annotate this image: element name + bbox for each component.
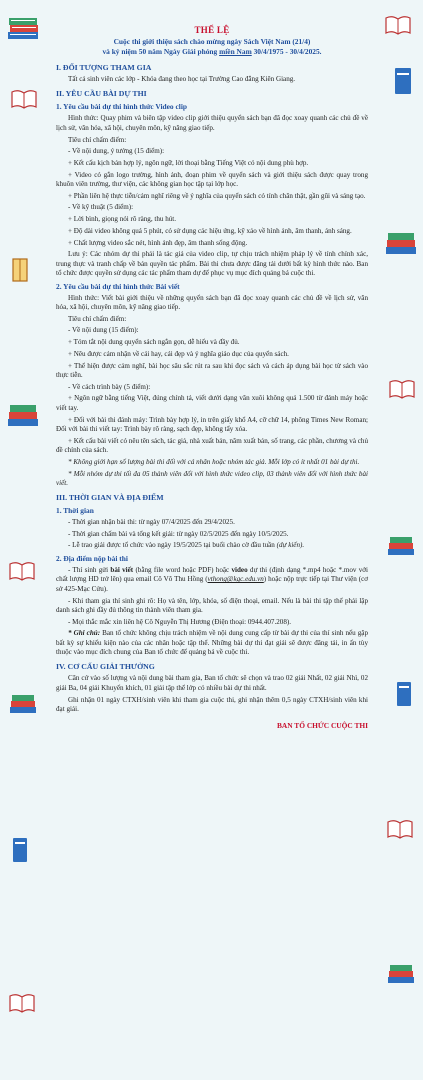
page-title: THỂ LỆ	[194, 25, 230, 35]
subtitle-line-2a: và kỷ niệm 50 năm Ngày Giải phóng	[102, 47, 220, 57]
paragraph: - Về cách trình bày (5 điểm):	[68, 382, 151, 391]
open-book-icon	[386, 818, 414, 840]
paragraph: Tiêu chí chấm điểm:	[68, 135, 127, 144]
rules-document	[56, 0, 368, 1080]
paragraph: - Về kỹ thuật (5 điểm):	[68, 203, 134, 212]
subsection-heading-2-2: 2. Yêu cầu bài dự thi hình thức Bài viết	[56, 281, 180, 291]
paragraph: + Độ dài video không quá 5 phút, có sử dụng các hiệu ứng, kỹ xảo về hình ảnh, âm thanh, ánh sáng.	[68, 226, 352, 235]
text-run: - Lễ trao giải được tổ chức vào ngày 19/5/2025 tại buổi chào cờ đầu tuần	[68, 541, 277, 550]
paragraph	[56, 566, 368, 595]
open-book-icon	[8, 560, 36, 582]
section-heading-3: III. THỜI GIAN VÀ ĐỊA ĐIỂM	[56, 492, 164, 502]
text-run: - Thí sinh gửi	[68, 565, 111, 574]
paragraph: + Đối với bài thi đánh máy: Trình bày hợp lý, in trên giấy khổ A4, cỡ chữ 14, phông Times New Roman; Đối với bài thi viết tay: Trình bày rõ ràng, sạch đẹp, không tẩy xóa.	[56, 415, 368, 434]
paragraph: Tất cả sinh viên các lớp - Khóa đang theo học tại Trường Cao đẳng Kiên Giang.	[68, 75, 296, 84]
text-run-italic: (dự kiến).	[276, 541, 305, 550]
book-stack-icon	[8, 692, 38, 716]
book-stack-icon	[386, 534, 416, 558]
paragraph: - Thời gian chấm bài và tổng kết giải: từ ngày 02/5/2025 đến ngày 10/5/2025.	[68, 529, 289, 538]
paragraph: - Mọi thắc mắc xin liên hệ Cô Nguyễn Thị Hương (Điện thoại: 0944.407.208).	[68, 617, 291, 626]
paragraph: Ghi nhận 01 ngày CTXH/sinh viên khi tham gia cuộc thi, ghi nhận thêm 0,5 ngày CTXH/sinh viên khi đạt giải.	[56, 695, 368, 714]
paragraph: Tiêu chí chấm điểm:	[68, 314, 127, 323]
subtitle-line-2c: 30/4/1975 - 30/4/2025.	[251, 47, 322, 57]
open-book-icon	[10, 256, 30, 284]
text-run: Ban tổ chức không chịu trách nhiệm về nội dung cung cấp từ bài dự thi của thí sinh nếu gặp bất kỳ sự khiếu kiện nào của các nhân hoặc tập thể. Những bài dự thi đạt giải sẽ được đăng tải, in ấn tùy thuộc vào mục đích chung của Ban tổ chức để quảng bá về cuộc thi.	[56, 629, 368, 657]
paragraph: + Thể hiện được cảm nghĩ, bài học sâu sắc rút ra sau khi đọc sách và cách áp dụng bài học từ sách vào thực tiễn.	[56, 361, 368, 380]
paragraph: + Video có gắn logo trường, hình ảnh, đoạn phim về quyển sách và giới thiệu sách được quay trong khuôn viên trường, thư viện, các không gian học tập tại lớp học.	[56, 170, 368, 189]
paragraph: - Về nội dung, ý tưởng (15 điểm):	[68, 147, 165, 156]
paragraph: + Tóm tắt nội dung quyển sách ngắn gọn, dễ hiểu và đầy đủ.	[68, 338, 240, 347]
paragraph: + Chất lượng video sắc nét, hình ảnh đẹp, âm thanh sống động.	[68, 238, 248, 247]
paragraph: + Ngôn ngữ bằng tiếng Việt, đúng chính tả, viết dưới dạng văn xuôi không quá 1.500 từ đánh máy hoặc viết tay.	[56, 394, 368, 412]
text-run: (bằng file word hoặc PDF) hoặc	[133, 565, 232, 574]
subtitle-line-1: Cuộc thi giới thiệu sách chào mừng ngày Sách Việt Nam (21/4)	[113, 37, 311, 47]
text-run-bold: video	[231, 565, 248, 574]
paragraph: - Khi tham gia thí sinh ghi rõ: Họ và tên, lớp, khóa, số điện thoại, email. Nếu là bài thi tập thể phải lập danh sách ghi đầy đủ thông tin thành viên tham gia.	[56, 596, 368, 615]
book-stack-icon	[6, 402, 40, 428]
paragraph: Căn cứ vào số lượng và nội dung bài tham gia, Ban tổ chức sẽ chọn và trao 02 giải Nhất, 02 giải Nhì, 02 giải Ba, 04 giải Khuyến khích, 01 giải tập thể lớp có nhiều bài dự thi nhất.	[56, 674, 368, 692]
subsection-heading-3-2: 2. Địa điểm nộp bài thi	[56, 553, 128, 563]
section-heading-2: II. YÊU CẦU BÀI DỰ THI	[56, 88, 147, 98]
note-paragraph	[56, 629, 368, 658]
open-book-icon	[8, 992, 36, 1014]
open-book-icon	[388, 378, 416, 400]
paragraph: + Kết cấu bài viết có nêu tên sách, tác giả, nhà xuất bản, năm xuất bản, số trang, các phần, chương và chủ đề chính của sách.	[56, 436, 368, 455]
page-subtitle	[56, 37, 368, 57]
text-run: ) hoặc nộp trực tiếp tại Thư viện (cơ sở 425-Mạc Cửu).	[56, 575, 368, 593]
email-link[interactable]: vthong@kgc.edu.vn	[207, 575, 264, 584]
section-heading-1: I. ĐỐI TƯỢNG THAM GIA	[56, 63, 152, 73]
signature: BAN TỔ CHỨC CUỘC THI	[276, 720, 368, 730]
book-stack-icon	[386, 962, 416, 986]
standing-book-icon	[394, 680, 414, 708]
paragraph: - Thời gian nhận bài thi: từ ngày 07/4/2025 đến 29/4/2025.	[68, 518, 235, 527]
paragraph: + Lời bình, giọng nói rõ ràng, thu hút.	[68, 215, 177, 224]
paragraph: Hình thức: Viết bài giới thiệu về những quyển sách bạn đã đọc xoay quanh các chủ đề về lịch sử, văn hóa, xã hội, chuyên môn, kỹ năng giao tiếp.	[56, 293, 368, 312]
paragraph: + Phần liên hệ thực tiễn/cảm nghĩ riêng về ý nghĩa của quyển sách có tính chân thật, gần gũi và sáng tạo.	[68, 191, 366, 200]
paragraph: Lưu ý: Các nhóm dự thi phải là tác giả của video clip, tự chịu trách nhiệm pháp lý về tính chính xác, trung thực và tranh chấp về bản quyền tác phẩm. Bài thi chưa được đăng tải dưới bất kỳ hình thức nào. Ban tổ chức được quyền sử dụng các tác phẩm tham dự để phục vụ mục đích quảng bá cuộc thi.	[56, 250, 368, 278]
text-run: dự thi (định dạng *.mp4 hoặc *.mov với chất lượng HD trở lên) qua email Cô Võ Thu Hồng (	[56, 565, 369, 584]
open-book-icon	[384, 14, 412, 36]
text-run-bold: bài viết	[110, 565, 134, 574]
standing-book-icon	[10, 836, 30, 864]
paragraph	[56, 541, 368, 551]
book-stack-icon	[384, 230, 418, 256]
paragraph: Hình thức: Quay phim và biên tập video clip giới thiệu quyển sách bạn đã đọc xoay quanh các chủ đề về lịch sử, văn hóa, xã hội, chuyên môn, kỹ năng giao tiếp.	[56, 114, 368, 132]
subtitle-line-2b: miền Nam	[219, 47, 252, 57]
note-paragraph: * Không giới hạn số lượng bài thi đối với cá nhân hoặc nhóm tác giả. Mỗi lớp có ít nhất 01 bài dự thi.	[68, 457, 360, 466]
subsection-heading-2-1: 1. Yêu cầu bài dự thi hình thức Video clip	[56, 102, 187, 112]
open-book-icon	[10, 88, 38, 110]
paragraph: - Về nội dung (15 điểm):	[68, 326, 139, 335]
paragraph: + Kết cấu kịch bản hợp lý, ngôn ngữ, lời thoại bằng Tiếng Việt có nội dung phù hợp.	[68, 158, 309, 167]
section-heading-4: IV. CƠ CẤU GIẢI THƯỞNG	[56, 661, 155, 671]
paragraph: + Nêu được cảm nhận về cái hay, cái đẹp và ý nghĩa giáo dục của quyển sách.	[68, 349, 289, 358]
subsection-heading-3-1: 1. Thời gian	[56, 506, 94, 516]
standing-book-icon	[392, 66, 414, 96]
book-stack-icon	[6, 14, 42, 42]
note-label: * Ghi chú:	[68, 629, 101, 638]
note-paragraph: * Mỗi nhóm dự thi tối đa 05 thành viên đối với hình thức video clip, 03 thành viên đối với hình thức bài viết.	[56, 469, 368, 488]
